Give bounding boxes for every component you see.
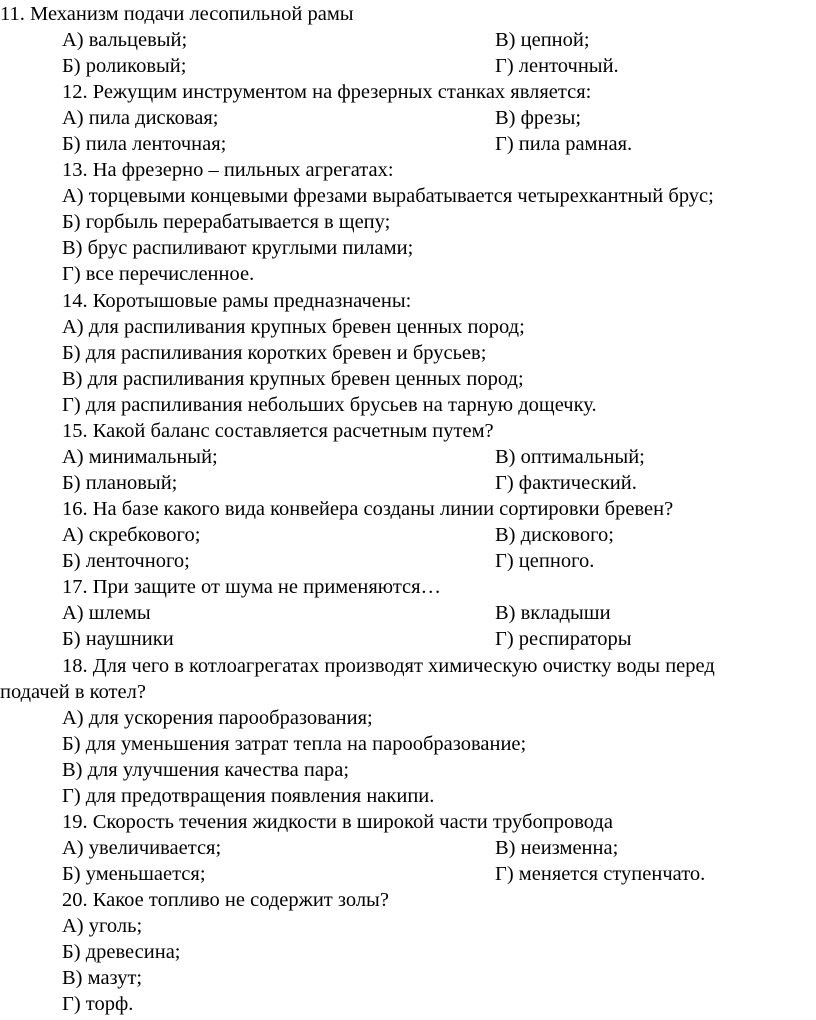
question-16: 16. На базе какого вида конвейера созданы линии сортировки бревен? bbox=[62, 498, 674, 520]
option-a: А) шлемы bbox=[62, 602, 151, 624]
option-a: А) увеличивается; bbox=[62, 837, 222, 859]
option-row bbox=[0, 470, 816, 496]
option-b: Б) пила ленточная; bbox=[62, 133, 227, 155]
option-v: В) неизменна; bbox=[495, 837, 619, 859]
option-a: А) торцевыми концевыми фрезами вырабатывается четырехкантный брус; bbox=[62, 185, 714, 207]
option-row bbox=[0, 444, 816, 470]
option-row bbox=[0, 131, 816, 157]
option-b: Б) древесина; bbox=[62, 941, 181, 963]
option-g: Г) все перечисленное. bbox=[62, 263, 255, 285]
option-v: В) для распиливания крупных бревен ценных пород; bbox=[62, 368, 524, 390]
option-v: В) мазут; bbox=[62, 967, 143, 989]
option-v: В) брус распиливают круглыми пилами; bbox=[62, 237, 414, 259]
option-v: В) для улучшения качества пара; bbox=[62, 759, 350, 781]
option-v: В) вкладыши bbox=[495, 602, 611, 624]
option-a: А) минимальный; bbox=[62, 446, 218, 468]
option-v: В) дискового; bbox=[495, 524, 614, 546]
option-b: Б) роликовый; bbox=[62, 55, 187, 77]
option-v: В) фрезы; bbox=[495, 107, 582, 129]
option-b: Б) наушники bbox=[62, 628, 174, 650]
question-13: 13. На фрезерно – пильных агрегатах: bbox=[62, 159, 394, 181]
option-b: Б) для уменьшения затрат тепла на парообразование; bbox=[62, 733, 527, 755]
option-b: Б) плановый; bbox=[62, 472, 178, 494]
question-18: 18. Для чего в котлоагрегатах производят химическую очистку воды перед bbox=[62, 655, 715, 677]
option-v: В) цепной; bbox=[495, 29, 590, 51]
question-14: 14. Коротышовые рамы предназначены: bbox=[62, 290, 412, 312]
option-b: Б) горбыль перерабатывается в щепу; bbox=[62, 211, 391, 233]
option-row bbox=[0, 835, 816, 861]
option-row bbox=[0, 27, 816, 53]
option-row bbox=[0, 548, 816, 574]
option-row bbox=[0, 522, 816, 548]
option-row bbox=[0, 626, 816, 652]
option-a: А) пила дисковая; bbox=[62, 107, 219, 129]
option-g: Г) меняется ступенчато. bbox=[495, 863, 706, 885]
option-g: Г) цепного. bbox=[495, 550, 595, 572]
option-row bbox=[0, 53, 816, 79]
option-v: В) оптимальный; bbox=[495, 446, 645, 468]
option-b: Б) ленточного; bbox=[62, 550, 190, 572]
question-18-continuation: подачей в котел? bbox=[0, 681, 146, 703]
option-b: Б) для распиливания коротких бревен и брусьев; bbox=[62, 342, 487, 364]
option-a: А) для ускорения парообразования; bbox=[62, 707, 373, 729]
option-a: А) вальцевый; bbox=[62, 29, 188, 51]
option-a: А) скребкового; bbox=[62, 524, 201, 546]
option-g: Г) фактический. bbox=[495, 472, 637, 494]
option-g: Г) ленточный. bbox=[495, 55, 619, 77]
option-b: Б) уменьшается; bbox=[62, 863, 206, 885]
question-12: 12. Режущим инструментом на фрезерных станках является: bbox=[62, 81, 592, 103]
option-a: А) для распиливания крупных бревен ценных пород; bbox=[62, 316, 525, 338]
question-11: 11. Механизм подачи лесопильной рамы bbox=[0, 3, 354, 25]
question-20: 20. Какое топливо не содержит золы? bbox=[62, 889, 389, 911]
option-g: Г) пила рамная. bbox=[495, 133, 633, 155]
option-g: Г) для распиливания небольших брусьев на тарную дощечку. bbox=[62, 394, 597, 416]
question-17: 17. При защите от шума не применяются… bbox=[62, 576, 442, 598]
option-g: Г) респираторы bbox=[495, 628, 632, 650]
question-15: 15. Какой баланс составляется расчетным путем? bbox=[62, 420, 494, 442]
option-row bbox=[0, 105, 816, 131]
question-19: 19. Скорость течения жидкости в широкой части трубопровода bbox=[62, 811, 613, 833]
option-g: Г) торф. bbox=[62, 993, 134, 1015]
option-g: Г) для предотвращения появления накипи. bbox=[62, 785, 435, 807]
option-a: А) уголь; bbox=[62, 915, 143, 937]
option-row bbox=[0, 600, 816, 626]
option-row bbox=[0, 861, 816, 887]
